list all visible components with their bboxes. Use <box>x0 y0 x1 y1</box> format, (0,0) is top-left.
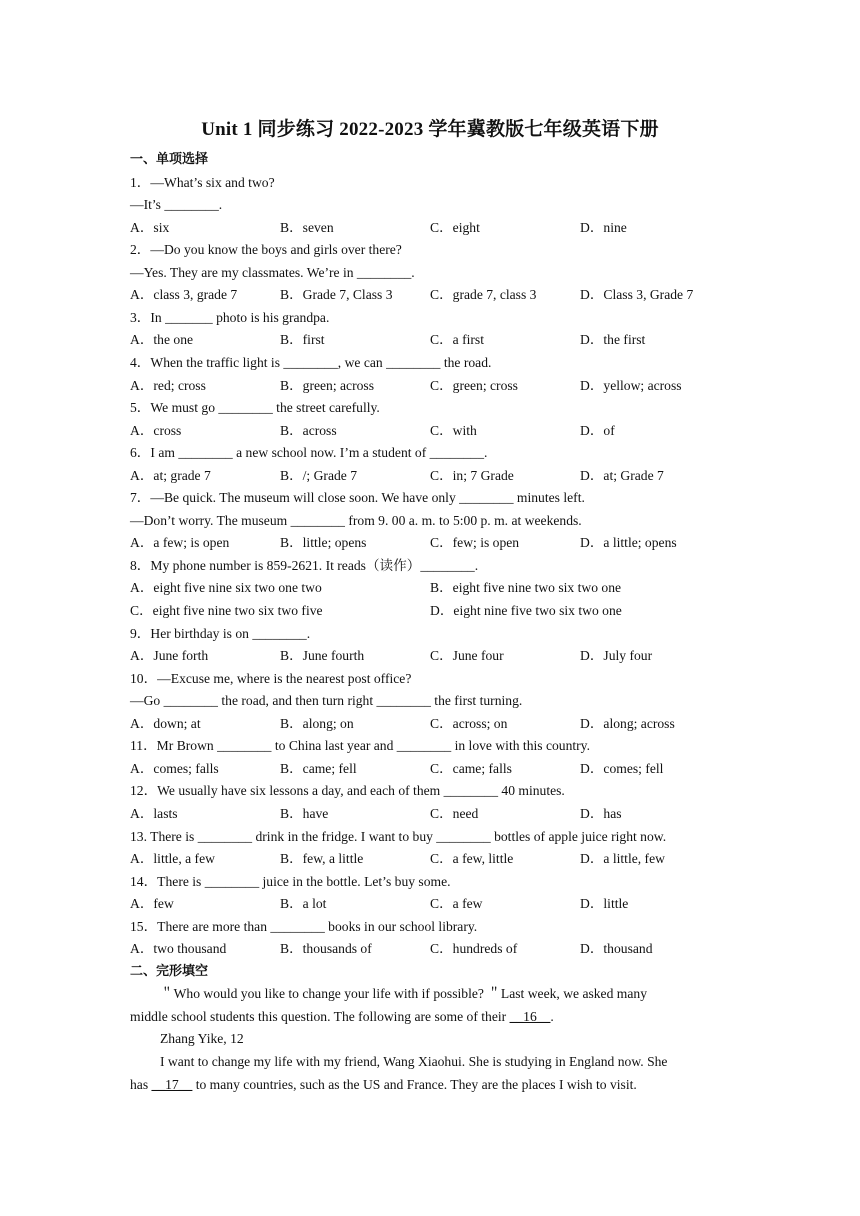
passage-text: . <box>550 1008 554 1024</box>
answer-option: D．of <box>580 422 615 438</box>
answer-option: A．red; cross <box>130 377 206 393</box>
answer-option: B．eight five nine two six two one <box>430 580 622 596</box>
document-title: Unit 1 同步练习 2022-2023 学年冀教版七年级英语下册 <box>201 119 659 140</box>
answer-option: A．little, a few <box>130 851 215 867</box>
answer-option: A．comes; falls <box>130 760 219 776</box>
question-text: —Yes. They are my classmates. We’re in ________. <box>130 264 415 280</box>
answer-option: A．two thousand <box>130 941 227 957</box>
answer-option: D．yellow; across <box>580 377 682 393</box>
cloze-blank-17: __17__ <box>151 1076 193 1092</box>
question-text: 6．I am ________ a new school now. I’m a student of ________. <box>130 445 488 461</box>
answer-option: C．a few <box>430 896 483 912</box>
answer-option: B．thousands of <box>280 941 372 957</box>
question-text: 12．We usually have six lessons a day, and each of them ________ 40 minutes. <box>130 783 565 799</box>
answer-option: C．eight <box>430 219 480 235</box>
passage-line: ＂Who would you like to change your life with if possible? ＂Last week, we asked many <box>160 986 647 1002</box>
question-text: 3．In _______ photo is his grandpa. <box>130 309 330 325</box>
passage-line <box>130 1008 554 1026</box>
answer-option: A．few <box>130 896 174 912</box>
answer-option: B．came; fell <box>280 760 357 776</box>
answer-option: C．June four <box>430 648 504 664</box>
answer-option: C．in; 7 Grade <box>430 467 514 483</box>
answer-option: B．seven <box>280 219 334 235</box>
passage-line <box>130 1076 637 1094</box>
answer-option: D．a little, few <box>580 851 665 867</box>
answer-option: A．at; grade 7 <box>130 467 211 483</box>
answer-option: D．little <box>580 896 629 912</box>
answer-option: C．need <box>430 805 479 821</box>
passage-line: I want to change my life with my friend, Wang Xiaohui. She is studying in England now. She <box>160 1054 668 1069</box>
answer-option: B．/; Grade 7 <box>280 467 358 483</box>
answer-option: C．across; on <box>430 715 508 731</box>
answer-option: D．comes; fell <box>580 760 664 776</box>
passage-author-name: Zhang Yike, 12 <box>160 1031 244 1047</box>
answer-option: D．July four <box>580 648 653 664</box>
answer-option: D．a little; opens <box>580 535 677 551</box>
answer-option: B．June fourth <box>280 648 365 664</box>
answer-option: A．cross <box>130 422 182 438</box>
answer-option: C．few; is open <box>430 535 520 551</box>
answer-option: C．a few, little <box>430 851 514 867</box>
section-heading-cloze: 二、完形填空 <box>130 963 209 979</box>
answer-option: B．Grade 7, Class 3 <box>280 287 393 303</box>
answer-option: D．the first <box>580 332 646 348</box>
section-heading-single-choice: 一、单项选择 <box>130 152 209 167</box>
answer-option: B．green; across <box>280 377 374 393</box>
passage-text: middle school students this question. The following are some of their <box>130 1008 510 1024</box>
question-text: 14．There is ________ juice in the bottle. Let’s buy some. <box>130 873 451 889</box>
answer-option: C．green; cross <box>430 377 518 393</box>
question-text: —It’s ________. <box>130 197 223 213</box>
answer-option: B．a lot <box>280 896 327 912</box>
answer-option: C．eight five nine two six two five <box>130 603 323 618</box>
question-text: 13. There is ________ drink in the fridge. I want to buy ________ bottles of apple juice right now. <box>130 828 667 844</box>
answer-option: A．six <box>130 219 170 235</box>
question-text: 8．My phone number is 859-2621. It reads（读作）________. <box>130 557 479 573</box>
question-text: —Go ________ the road, and then turn right ________ the first turning. <box>130 693 523 709</box>
answer-option: C．with <box>430 422 477 438</box>
question-text: 2．—Do you know the boys and girls over there? <box>130 242 402 258</box>
answer-option: A．a few; is open <box>130 535 230 551</box>
answer-option: D．Class 3, Grade 7 <box>580 287 694 303</box>
answer-option: B．few, a little <box>280 851 364 867</box>
answer-option: B．first <box>280 332 325 348</box>
question-text: 4．When the traffic light is ________, we can ________ the road. <box>130 354 492 370</box>
question-text: 5．We must go ________ the street carefully. <box>130 400 380 416</box>
passage-text: to many countries, such as the US and France. They are the places I wish to visit. <box>192 1076 637 1092</box>
cloze-blank-16: __16__ <box>509 1008 551 1024</box>
answer-option: C．came; falls <box>430 760 512 776</box>
question-text: 1．—What’s six and two? <box>130 174 275 190</box>
answer-option: A．lasts <box>130 805 178 821</box>
answer-option: D．along; across <box>580 715 675 731</box>
answer-option: D．eight nine five two six two one <box>430 603 622 618</box>
answer-option: A．the one <box>130 332 194 348</box>
answer-option: C．a first <box>430 332 484 348</box>
answer-option: B．across <box>280 422 337 438</box>
answer-option: B．along; on <box>280 715 354 731</box>
question-text: 10．—Excuse me, where is the nearest post office? <box>130 670 412 686</box>
answer-option: C．hundreds of <box>430 941 518 957</box>
answer-option: A．eight five nine six two one two <box>130 580 322 596</box>
answer-option: D．thousand <box>580 941 653 957</box>
answer-option: C．grade 7, class 3 <box>430 287 537 303</box>
answer-option: A．down; at <box>130 715 201 731</box>
question-text: —Don’t worry. The museum ________ from 9. 00 a. m. to 5:00 p. m. at weekends. <box>130 512 582 528</box>
answer-option: A．June forth <box>130 648 209 664</box>
answer-option: B．have <box>280 805 329 821</box>
answer-option: D．at; Grade 7 <box>580 467 664 483</box>
passage-text: has <box>130 1076 152 1092</box>
question-text: 11．Mr Brown ________ to China last year and ________ in love with this country. <box>130 738 590 754</box>
answer-option: B．little; opens <box>280 535 367 551</box>
answer-option: D．nine <box>580 219 627 235</box>
question-text: 15．There are more than ________ books in our school library. <box>130 918 478 934</box>
answer-option: A．class 3, grade 7 <box>130 287 238 303</box>
question-text: 9．Her birthday is on ________. <box>130 625 311 641</box>
answer-option: D．has <box>580 805 622 821</box>
question-text: 7．—Be quick. The museum will close soon. We have only ________ minutes left. <box>130 490 585 506</box>
